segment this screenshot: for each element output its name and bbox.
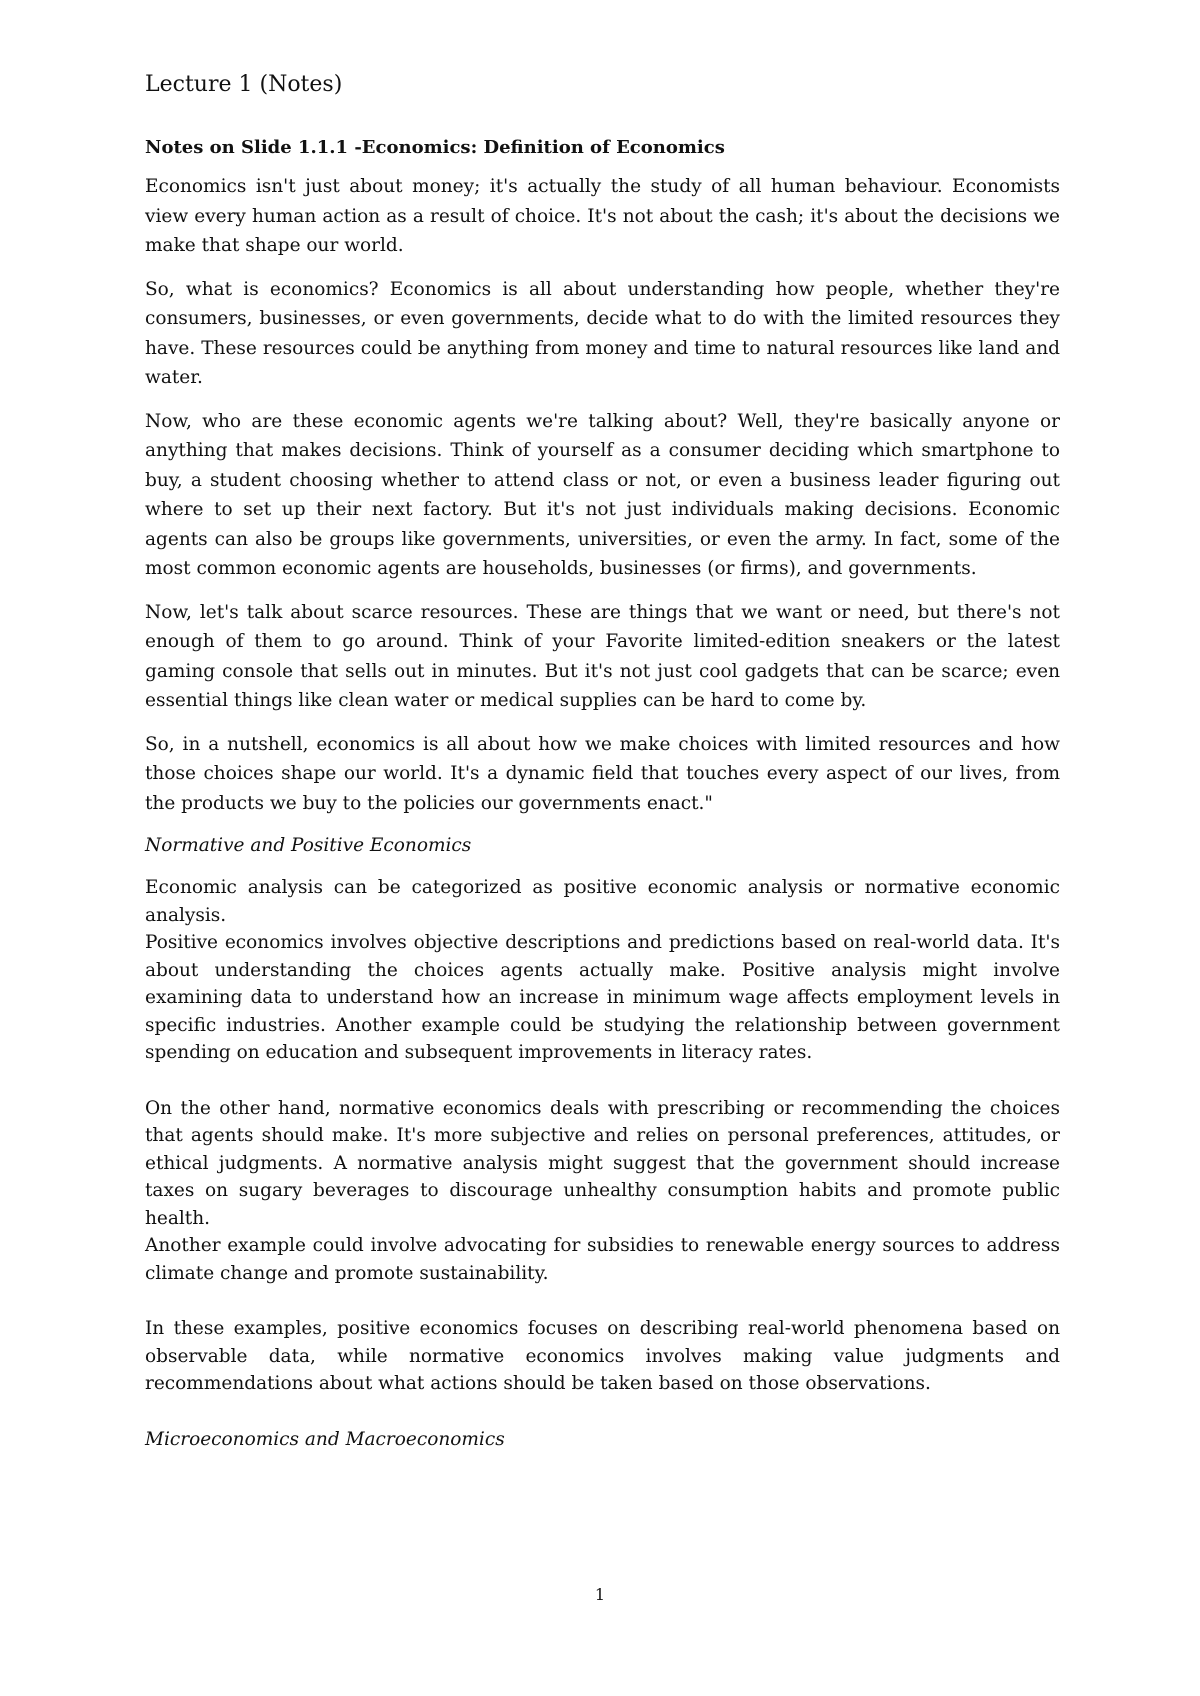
paragraph: In these examples, positive economics focuses on describing real-world phenomena based on observable data, while normative economics involves making value judgments and recommendations about what actions should be taken based on those observations. — [145, 1318, 1060, 1394]
paragraph: So, in a nutshell, economics is all about how we make choices with limited resources and how those choices shape our world. It's a dynamic field that touches every aspect of our lives, from the products we buy to the policies our governments enact." — [145, 733, 1060, 814]
paragraph: Positive economics involves objective descriptions and predictions based on real-world data. It's about understanding the choices agents actually make. Positive analysis might involve examining data to understand how an increase in minimum wage affects employment levels in specific industries. Another example could be studying the relationship between government spending on education and subsequent improvements in literacy rates. — [145, 932, 1060, 1063]
paragraph: Another example could involve advocating for subsidies to renewable energy sources to address climate change and promote sustainability. — [145, 1235, 1060, 1284]
paragraph: So, what is economics? Economics is all about understanding how people, whether they're consumers, businesses, or even governments, decide what to do with the limited resources they have. These resources could be anything from money and time to natural resources like land and water. — [145, 278, 1060, 388]
document-page — [145, 72, 1060, 1468]
page-number: 1 — [594, 1585, 606, 1604]
subheading-micro-macro: Microeconomics and Macroeconomics — [145, 1428, 505, 1450]
paragraph: Now, who are these economic agents we're talking about? Well, they're basically anyone or anything that makes decisions. Think of yourself as a consumer deciding which smartphone to buy, a student choosing whether to attend class or not, or even a business leader figuring out where to set up their next factory. But it's not just individuals making decisions. Economic agents can also be groups like governments, universities, or even the army. In fact, some of the most common economic agents are households, businesses (or firms), and governments. — [145, 410, 1060, 579]
spacer — [145, 1398, 1060, 1426]
paragraph: Now, let's talk about scarce resources. These are things that we want or need, but there's not enough of them to go around. Think of your Favorite limited-edition sneakers or the latest gaming console that sells out in minutes. But it's not just cool gadgets that can be scarce; even essential things like clean water or medical supplies can be hard to come by. — [145, 601, 1060, 711]
spacer — [145, 1287, 1060, 1315]
section-heading: Notes on Slide 1.1.1 -Economics: Definition of Economics — [145, 137, 725, 158]
paragraph: Economic analysis can be categorized as positive economic analysis or normative economic analysis. — [145, 877, 1060, 926]
subheading-normative-positive: Normative and Positive Economics — [145, 835, 472, 856]
paragraph: Economics isn't just about money; it's actually the study of all human behaviour. Economists view every human action as a result of choice. It's not about the cash; it's about the decisions we make that shape our world. — [145, 176, 1060, 256]
paragraph: On the other hand, normative economics deals with prescribing or recommending the choices that agents should make. It's more subjective and relies on personal preferences, attitudes, or ethical judgments. A normative analysis might suggest that the government should increase taxes on sugary beverages to discourage unhealthy consumption habits and promote public health. — [145, 1097, 1060, 1229]
document-title: Lecture 1 (Notes) — [145, 72, 343, 97]
spacer — [145, 1067, 1060, 1095]
